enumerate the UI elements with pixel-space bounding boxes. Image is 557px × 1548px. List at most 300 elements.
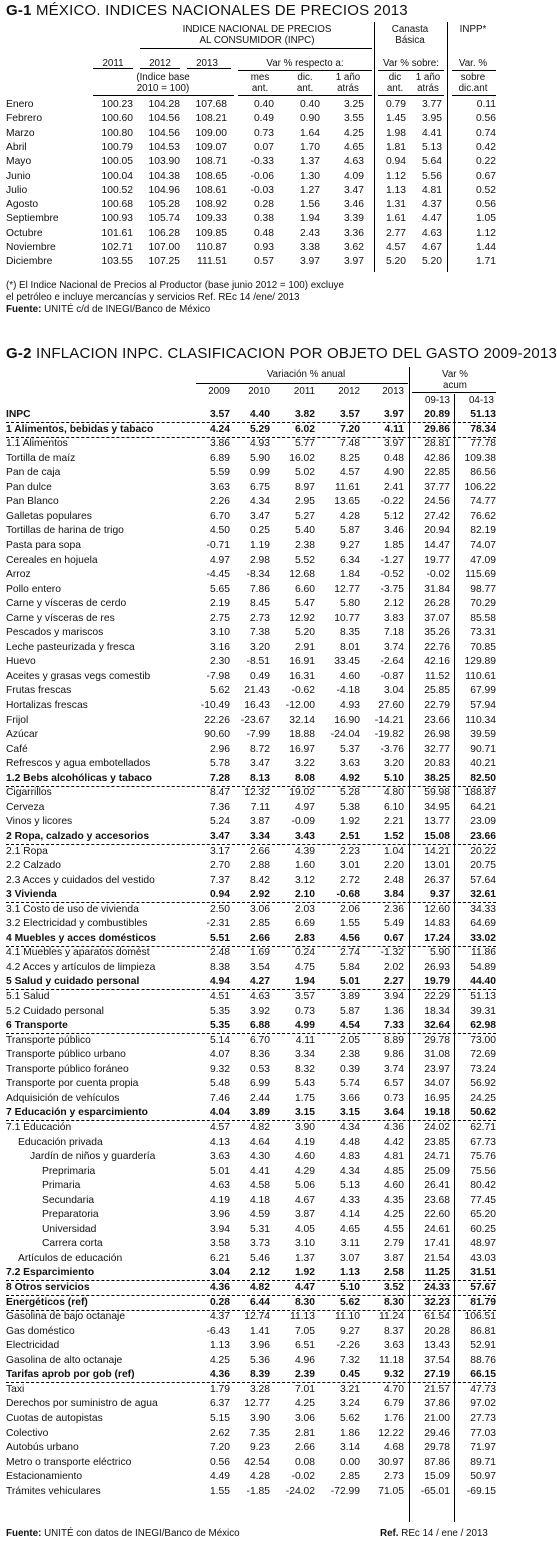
g2-category-label: Colectivo: [6, 1427, 49, 1439]
g1-hdr-canasta-2: Básica: [395, 35, 425, 46]
g1-cell: 110.87: [196, 242, 227, 253]
g2-cell: 188.87: [464, 787, 496, 799]
g2-cell: 4.37: [209, 1311, 230, 1323]
g1-hdr-base-1: (Indice base: [136, 72, 190, 83]
g2-code: G-2: [6, 345, 32, 362]
g2-cell: 5.59: [209, 467, 230, 479]
g2-cell: 2.19: [209, 598, 230, 610]
g2-cell: 6.89: [209, 452, 230, 464]
g2-cell: 2.79: [383, 1238, 404, 1250]
g2-cell: 1.75: [294, 1092, 315, 1104]
g1-cell: 3.47: [343, 184, 364, 196]
g2-row: [6, 481, 496, 495]
g2-category-label: 1.2 Bebs alcohólicas y tabaco: [6, 772, 152, 784]
g2-cell: 0.73: [294, 1005, 315, 1017]
g2-cell: 8.97: [294, 481, 315, 493]
g2-cell: 86.81: [470, 1325, 496, 1337]
g2-hdr-year: 2012: [338, 386, 360, 397]
g1-cell: 0.38: [253, 213, 274, 225]
g2-row: [6, 1179, 496, 1193]
g2-cell: 42.86: [424, 452, 450, 464]
g2-row: [6, 466, 496, 480]
g1-cell: 0.40: [299, 99, 320, 110]
g2-row: [6, 684, 496, 698]
g2-cell: 0.94: [209, 889, 230, 901]
g2-cell: 32.14: [289, 714, 315, 726]
g2-cell: 1.19: [249, 539, 270, 551]
g1-cell: 100.23: [101, 99, 133, 110]
g2-cell: 4.47: [294, 1282, 315, 1293]
g1-month-label: Diciembre: [6, 256, 53, 268]
g2-cell: 3.73: [249, 1238, 270, 1250]
g2-ref: [380, 1528, 488, 1539]
g2-cell: 5.06: [294, 1180, 315, 1192]
g2-cell: 3.74: [383, 1063, 404, 1075]
g1-hdr-rule: [93, 68, 133, 69]
g2-cell: 3.64: [383, 1107, 404, 1119]
g2-category-label: Azúcar: [6, 729, 39, 741]
g2-cell: 4.83: [339, 1151, 360, 1163]
g2-cell: 31.84: [424, 583, 450, 595]
g2-cell: 24.61: [424, 1223, 450, 1235]
g2-cell: 42.54: [244, 1456, 270, 1468]
g2-cell: 4.34: [339, 1121, 360, 1133]
g2-cell: 7.05: [294, 1325, 315, 1337]
g2-cell: 0.45: [339, 1369, 360, 1381]
g1-cell: 109.07: [195, 141, 227, 153]
g1-cell: 2.77: [385, 227, 406, 239]
g2-cell: 4.58: [249, 1180, 270, 1192]
g2-row: [6, 772, 496, 787]
g2-cell: 24.33: [424, 1282, 450, 1293]
g2-hdr-year: 2010: [248, 386, 270, 397]
g2-cell: 2.50: [209, 903, 230, 915]
g2-cell: 3.74: [383, 641, 404, 653]
g2-cell: 5.31: [249, 1223, 270, 1235]
g1-cell: 1.44: [475, 242, 496, 253]
g2-cell: 4.55: [383, 1223, 404, 1235]
g2-cell: 1.85: [383, 539, 404, 551]
g2-cell: -0.62: [291, 685, 315, 697]
g2-cell: 6.60: [294, 583, 315, 595]
g1-row: [6, 255, 496, 269]
g1-cell: 109.85: [195, 227, 227, 239]
g2-cell: 2.81: [294, 1427, 315, 1439]
g2-cell: 37.86: [424, 1398, 450, 1410]
g2-cell: 3.52: [383, 1282, 404, 1293]
g2-cell: 8.08: [294, 772, 315, 784]
g2-hdr-year: 2011: [293, 386, 315, 397]
g2-source-text: UNITÉ con datos de INEGI/Banco de México: [41, 1528, 240, 1539]
g2-cell: 65.20: [470, 1209, 496, 1221]
g2-cell: 19.77: [424, 554, 450, 566]
g2-row: [6, 743, 496, 757]
g2-cell: 34.95: [424, 801, 450, 813]
g2-cell: 4.25: [294, 1398, 315, 1410]
g1-cell: 1.12: [475, 227, 496, 239]
g2-cell: 0.24: [294, 947, 315, 959]
g2-cell: 64.21: [470, 801, 496, 813]
g2-hdr-rule: [196, 383, 408, 384]
g2-cell: 5.10: [383, 772, 404, 784]
g1-cell: 100.04: [101, 170, 133, 182]
g2-cell: -0.02: [291, 1471, 315, 1483]
g2-category-label: Cerveza: [6, 801, 45, 813]
g2-cell: 2.83: [294, 932, 315, 944]
g2-category-label: Pollo entero: [6, 583, 61, 595]
g2-row: [6, 539, 496, 553]
g2-cell: 11.52: [424, 670, 450, 682]
g2-cell: 5.38: [339, 801, 360, 813]
g2-row: [6, 845, 496, 859]
g2-cell: 57.64: [470, 874, 496, 886]
g2-cell: 61.54: [424, 1311, 450, 1323]
g2-row: [6, 408, 496, 423]
g1-month-label: Abril: [6, 141, 27, 153]
g1-cell: 108.21: [195, 113, 227, 125]
g2-cell: 29.78: [424, 1034, 450, 1046]
g2-cell: 4.49: [209, 1471, 230, 1483]
g2-cell: 4.85: [383, 1165, 404, 1177]
g2-cell: 7.86: [249, 583, 270, 595]
g2-cell: 52.91: [470, 1340, 496, 1352]
g1-cell: 1.70: [299, 141, 320, 153]
g2-cell: 32.64: [424, 1020, 450, 1032]
g1-cell: 101.61: [101, 227, 133, 239]
g2-cell: 3.07: [339, 1252, 360, 1264]
g2-cell: 4.18: [249, 1194, 270, 1206]
g2-category-label: 8 Otros servicios: [6, 1282, 90, 1293]
g2-cell: 2.27: [383, 976, 404, 988]
g2-cell: 5.02: [294, 467, 315, 479]
g2-cell: 1.36: [383, 1005, 404, 1017]
g2-cell: 0.28: [209, 1296, 230, 1308]
g2-cell: 16.02: [289, 452, 315, 464]
g2-cell: 4.48: [339, 1136, 360, 1148]
g2-cell: 4.30: [249, 1151, 270, 1163]
g2-cell: 9.27: [339, 539, 360, 551]
g2-cell: 3.83: [383, 612, 404, 624]
g2-cell: -14.21: [374, 714, 404, 726]
g2-row: [6, 1441, 496, 1455]
g2-cell: 23.68: [424, 1194, 450, 1206]
g1-hdr-rule: [452, 95, 496, 96]
g1-cell: 0.22: [475, 156, 496, 168]
g2-cell: 73.24: [470, 1063, 496, 1075]
g2-cell: 11.86: [470, 947, 496, 959]
g2-cell: 2.58: [383, 1267, 404, 1279]
g2-cell: 8.35: [339, 627, 360, 639]
g2-cell: 3.10: [294, 1238, 315, 1250]
g2-row: [6, 1397, 496, 1411]
g2-cell: 4.90: [383, 467, 404, 479]
g2-row: [6, 1456, 496, 1470]
g2-cell: -72.99: [330, 1485, 360, 1497]
g2-cell: 5.13: [339, 1180, 360, 1192]
g1-cell: 0.40: [253, 99, 274, 110]
g2-cell: 17.24: [424, 932, 450, 944]
g2-cell: 4.81: [383, 1151, 404, 1163]
g2-cell: 4.35: [383, 1194, 404, 1206]
g2-cell: 3.58: [209, 1238, 230, 1250]
g1-cell: 104.56: [148, 127, 180, 139]
g2-cell: 57.94: [470, 700, 496, 711]
g2-cell: 90.60: [204, 729, 230, 741]
g1-cell: 0.48: [253, 227, 274, 239]
g2-category-label: Transporte público urbano: [6, 1049, 126, 1061]
g1-cell: 1.98: [385, 127, 406, 139]
g2-cell: 98.77: [470, 583, 496, 595]
g2-category-label: 2.3 Acces y cuidados del vestido: [6, 874, 155, 886]
g2-cell: 3.06: [249, 903, 270, 915]
g2-row: [6, 1339, 496, 1353]
g2-cell: 2.70: [209, 860, 230, 872]
g2-cell: 5.62: [339, 1296, 360, 1308]
g2-category-label: Tarifas aprob por gob (ref): [6, 1369, 135, 1381]
g2-cell: 5.52: [294, 554, 315, 566]
g2-cell: 23.85: [424, 1136, 450, 1148]
g2-cell: 22.79: [424, 700, 450, 711]
g2-hdr-var-anual: Variación % anual: [266, 369, 346, 380]
g2-cell: 3.43: [294, 830, 315, 842]
g2-cell: 48.97: [470, 1238, 496, 1250]
g2-cell: 4.63: [209, 1180, 230, 1192]
g2-cell: 5.47: [294, 598, 315, 610]
g2-cell: 4.60: [383, 1180, 404, 1192]
g2-cell: 6.44: [249, 1296, 270, 1308]
g1-cell: 108.61: [195, 184, 227, 196]
g2-cell: 7.46: [209, 1092, 230, 1104]
g1-cell: 100.60: [101, 113, 133, 125]
g2-cell: 0.99: [249, 467, 270, 479]
g2-cell: 33.02: [470, 932, 496, 944]
g2-cell: 14.83: [424, 918, 450, 930]
g2-category-label: Refrescos y agua embotellados: [6, 758, 151, 770]
g2-cell: -12.00: [285, 700, 315, 711]
g1-cell: 0.67: [475, 170, 496, 182]
g2-cell: 5.49: [383, 918, 404, 930]
g2-cell: 4.60: [339, 670, 360, 682]
g2-row: [6, 903, 496, 917]
g2-row: [6, 583, 496, 597]
g2-cell: 4.42: [383, 1136, 404, 1148]
g2-hdr-var-2: acum: [443, 380, 467, 391]
g2-cell: 9.27: [339, 1325, 360, 1337]
g2-cell: 56.92: [470, 1078, 496, 1090]
g2-cell: 1.69: [249, 947, 270, 959]
g2-cell: 47.09: [470, 554, 496, 566]
g2-cell: 4.41: [249, 1165, 270, 1177]
g2-cell: 1.79: [209, 1383, 230, 1395]
g2-cell: -8.51: [246, 656, 270, 668]
g2-cell: 3.06: [294, 1412, 315, 1424]
g2-cell: 3.28: [249, 1383, 270, 1395]
g2-category-label: Primaria: [42, 1180, 81, 1192]
g1-cell: 4.47: [421, 213, 442, 225]
g1-cell: 1.64: [299, 127, 320, 139]
g2-cell: 3.87: [249, 816, 270, 828]
g2-cell: 5.48: [209, 1078, 230, 1090]
g2-cell: 1.55: [209, 1485, 230, 1497]
g2-cell: 4.40: [249, 409, 270, 420]
g2-cell: 34.07: [424, 1078, 450, 1090]
g2-category-label: Vinos y licores: [6, 816, 73, 828]
g2-row: [6, 946, 496, 960]
g2-cell: 129.89: [464, 656, 496, 668]
g2-cell: 13.65: [334, 496, 360, 508]
g2-name: INFLACION INPC. CLASIFICACION POR OBJETO DEL GASTO 2009-2013: [35, 345, 557, 362]
g2-cell: 4.99: [294, 1020, 315, 1032]
g2-cell: 16.43: [244, 700, 270, 711]
g2-cell: 57.67: [470, 1282, 496, 1293]
g2-category-label: Estacionamiento: [6, 1471, 83, 1483]
g1-row: [6, 241, 496, 255]
g2-cell: 21.57: [424, 1383, 450, 1395]
g2-row: [6, 1281, 496, 1296]
g2-cell: 7.18: [383, 627, 404, 639]
g2-cell: 3.86: [209, 438, 230, 450]
g2-category-label: Secundaria: [42, 1194, 95, 1206]
g2-cell: 1.92: [294, 1267, 315, 1279]
g2-cell: -69.15: [466, 1485, 496, 1497]
g2-cell: 0.00: [339, 1456, 360, 1468]
g2-cell: 29.86: [424, 423, 450, 435]
g2-category-label: 4.1 Muebles y aparatos domést: [6, 947, 150, 959]
g2-cell: 9.23: [249, 1442, 270, 1454]
g2-cell: 10.77: [334, 612, 360, 624]
g1-cell: 100.68: [101, 199, 133, 211]
g2-cell: 67.73: [470, 1136, 496, 1148]
g1-cell: 109.33: [195, 213, 227, 225]
g2-hdr-year: 2013: [382, 386, 404, 397]
g2-cell: 4.70: [383, 1383, 404, 1395]
g2-cell: 3.17: [209, 845, 230, 857]
g2-row: [6, 1252, 496, 1266]
g2-row: [6, 1019, 496, 1034]
g2-cell: 16.97: [289, 743, 315, 755]
g2-row: [6, 917, 496, 931]
g2-cell: 2.75: [209, 612, 230, 624]
g2-cell: 11.25: [424, 1267, 450, 1279]
g2-cell: 3.20: [383, 758, 404, 770]
g2-cell: 11.61: [334, 481, 360, 493]
g2-cell: 6.57: [383, 1078, 404, 1090]
g2-cell: 20.75: [470, 860, 496, 872]
g2-cell: 1.13: [339, 1267, 360, 1279]
g2-cell: 31.08: [424, 1049, 450, 1061]
g2-cell: 8.01: [339, 641, 360, 653]
g1-cell: 0.73: [253, 127, 274, 139]
g2-cell: 3.87: [383, 1252, 404, 1264]
g2-cell: 17.41: [424, 1238, 450, 1250]
g1-cell: 0.52: [475, 184, 496, 196]
g2-row: [6, 888, 496, 903]
g2-row: [6, 1150, 496, 1164]
g2-cell: 4.97: [294, 801, 315, 813]
g2-cell: 5.37: [339, 743, 360, 755]
g2-cell: 20.28: [424, 1325, 450, 1337]
g2-cell: 2.74: [339, 947, 360, 959]
g1-cell: 100.05: [101, 156, 133, 168]
g2-cell: 3.97: [383, 438, 404, 450]
g1-cell: 5.13: [421, 141, 442, 153]
g2-category-label: Carrera corta: [42, 1238, 103, 1250]
g2-cell: 50.97: [470, 1471, 496, 1483]
g2-cell: 5.77: [294, 438, 315, 450]
g2-cell: 40.21: [470, 758, 496, 770]
g2-cell: 4.25: [209, 1354, 230, 1366]
g2-category-label: 3.2 Electricidad y combustibles: [6, 918, 148, 930]
g2-cell: 3.63: [383, 1340, 404, 1352]
g2-cell: 16.91: [289, 656, 315, 668]
g1-cell: 5.20: [421, 256, 442, 268]
g1-cell: 5.56: [421, 170, 442, 182]
g2-category-label: Leche pasteurizada y fresca: [6, 641, 135, 653]
g2-row: [6, 757, 496, 771]
g2-cell: -6.43: [206, 1325, 230, 1337]
g2-row: [6, 932, 496, 947]
g1-hdr-rule: [187, 68, 231, 69]
g2-cell: 2.48: [209, 947, 230, 959]
g2-cell: 1.52: [383, 830, 404, 842]
g2-hdr-acum: 04-13: [468, 395, 494, 406]
g2-cell: 7.48: [339, 438, 360, 450]
g2-category-label: Taxi: [6, 1383, 25, 1395]
g2-cell: 3.01: [339, 860, 360, 872]
g1-cell: 108.71: [195, 156, 227, 168]
g2-cell: 2.92: [249, 889, 270, 901]
g2-cell: 26.98: [424, 729, 450, 741]
g2-cell: 7.20: [209, 1442, 230, 1454]
g2-ref-text: REc 14 / ene / 2013: [398, 1528, 488, 1539]
g1-cell: 107.25: [148, 256, 180, 268]
g1-hdr-cdic-2: ant.: [386, 83, 404, 94]
g2-row: [6, 655, 496, 669]
g1-hdr-var: Var. %: [458, 58, 488, 69]
g1-cell: 1.12: [385, 170, 406, 182]
g2-cell: 51.13: [470, 991, 496, 1002]
g2-cell: 4.05: [294, 1223, 315, 1235]
g2-category-label: Carne y vísceras de cerdo: [6, 598, 127, 610]
g2-cell: 4.60: [294, 1151, 315, 1163]
g2-cell: 2.30: [209, 656, 230, 668]
g2-cell: 3.63: [339, 758, 360, 770]
g2-row: [6, 1106, 496, 1121]
g2-cell: 67.99: [470, 685, 496, 697]
g1-cell: 5.20: [385, 256, 406, 268]
g2-category-label: Pan de caja: [6, 467, 61, 479]
g2-cell: 3.24: [339, 1398, 360, 1410]
g1-row: [6, 184, 496, 198]
g2-cell: 71.97: [470, 1442, 496, 1454]
g2-cell: 12.60: [424, 903, 450, 915]
g2-cell: -2.26: [336, 1340, 360, 1352]
g1-month-label: Agosto: [6, 199, 39, 211]
g2-row: [6, 1354, 496, 1368]
g2-row: [6, 699, 496, 713]
g2-category-label: 5.1 Salud: [6, 991, 50, 1002]
g2-row: [6, 612, 496, 626]
g1-row: [6, 141, 496, 155]
g1-hdr-rule: [378, 95, 444, 96]
g2-cell: 4.68: [383, 1442, 404, 1454]
g1-cell: 103.90: [148, 156, 180, 168]
g2-cell: 4.57: [339, 467, 360, 479]
g2-title: [6, 345, 557, 362]
g2-cell: 97.02: [470, 1398, 496, 1410]
g1-hdr-inpp: INPP*: [459, 24, 487, 35]
g2-row: [6, 1208, 496, 1222]
